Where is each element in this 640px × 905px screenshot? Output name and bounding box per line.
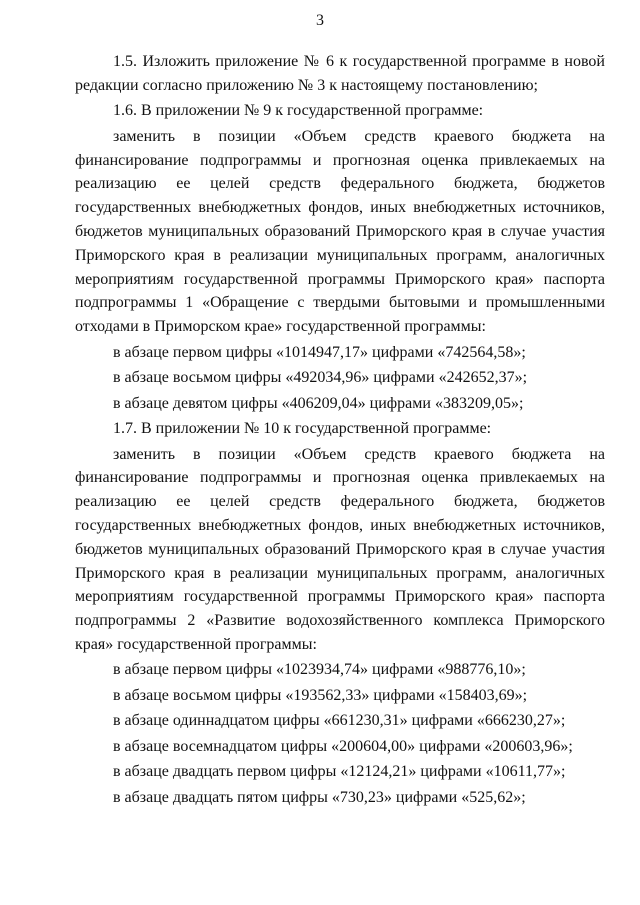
list-item: в абзаце двадцать пятом цифры «730,23» цифрами «525,62»;: [113, 788, 526, 806]
list-item: в абзаце восьмом цифры «492034,96» цифрами «242652,37»;: [113, 369, 528, 387]
paragraph-1-7-replace: заменить в позиции «Объем средств краевого бюджета на финансирование подпрограммы и прогнозная оценка привлекаемых на реализацию ее целей средств федерального бюджета, бюджетов государственных внебюджетных фондов, иных внебюджетных источников, бюджетов муниципальных образований Приморского края в случае участия Приморского края в реализации муниципальных программ, аналогичных мероприятиям государственной программы Приморского края» паспорта подпрограммы 2 «Развитие водохозяйственного комплекса Приморского края» государственной программы:: [75, 445, 605, 653]
list-item: в абзаце двадцать первом цифры «12124,21» цифрами «10611,77»;: [113, 763, 566, 781]
list-item: в абзаце девятом цифры «406209,04» цифрами «383209,05»;: [113, 394, 524, 412]
list-item: в абзаце первом цифры «1014947,17» цифрами «742564,58»;: [113, 343, 526, 361]
list-item: в абзаце одиннадцатом цифры «661230,31» цифрами «666230,27»;: [113, 712, 566, 730]
list-item: в абзаце первом цифры «1023934,74» цифрами «988776,10»;: [113, 661, 526, 679]
paragraph-1-7-heading: 1.7. В приложении № 10 к государственной программе:: [113, 420, 492, 438]
paragraph-1-5: 1.5. Изложить приложение № 6 к государственной программе в новой редакции согласно приложению № 3 к настоящему постановлению;: [75, 53, 605, 94]
paragraph-1-6-replace: заменить в позиции «Объем средств краевого бюджета на финансирование подпрограммы и прогнозная оценка привлекаемых на реализацию ее целей средств федерального бюджета, бюджетов государственных внебюджетных фондов, иных внебюджетных источников, бюджетов муниципальных образований Приморского края в случае участия Приморского края в реализации муниципальных программ, аналогичных мероприятиям государственной программы Приморского края» паспорта подпрограммы 1 «Обращение с твердыми бытовыми и промышленными отходами в Приморском крае» государственной программы:: [75, 127, 605, 336]
paragraph-1-6-heading: 1.6. В приложении № 9 к государственной программе:: [113, 102, 484, 120]
list-item: в абзаце восьмом цифры «193562,33» цифрами «158403,69»;: [113, 686, 528, 704]
document-body: [75, 50, 605, 811]
page-number: 3: [316, 12, 324, 29]
list-item: в абзаце восемнадцатом цифры «200604,00» цифрами «200603,96»;: [113, 737, 573, 755]
